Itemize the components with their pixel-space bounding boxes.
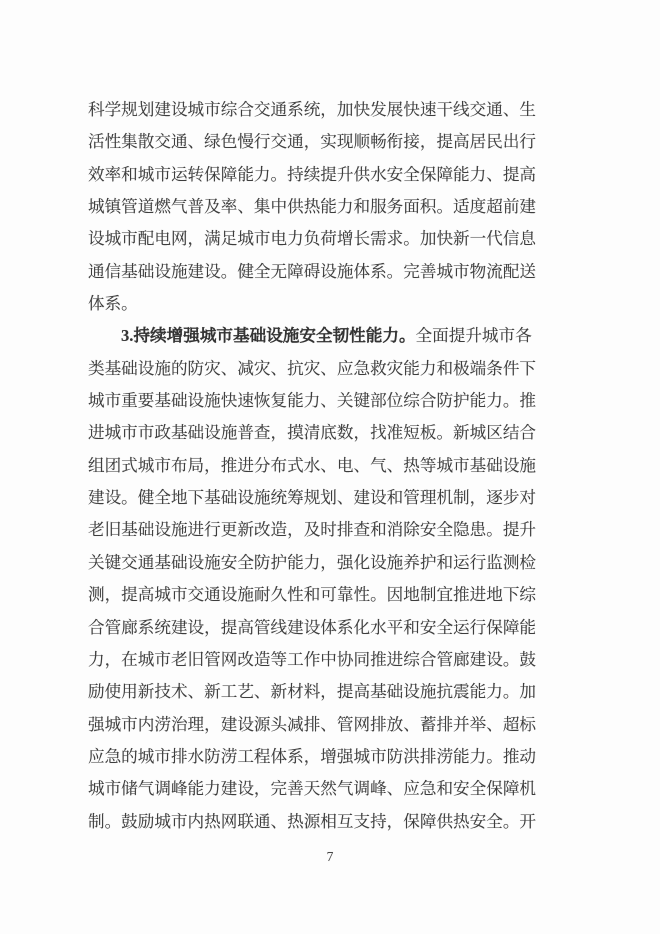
text-line: 城镇管道燃气普及率、集中供热能力和服务面积。适度超前建 xyxy=(88,197,537,217)
text-line: 科学规划建设城市综合交通系统，加快发展快速干线交通、生 xyxy=(88,100,537,119)
text-line: 测，提高城市交通设施耐久性和可靠性。因地制宜推进地下综 xyxy=(88,585,537,605)
text-line: 力，在城市老旧管网改造等工作中协同推进综合管廊建设。鼓 xyxy=(88,649,537,669)
text-line: 励使用新技术、新工艺、新材料，提高基础设施抗震能力。加 xyxy=(88,682,537,702)
body-text xyxy=(88,94,543,838)
text-line: 效率和城市运转保障能力。持续提升供水安全保障能力、提高 xyxy=(88,164,537,184)
text-line-section-start xyxy=(88,320,543,352)
text-line: 组团式城市布局，推进分布式水、电、气、热等城市基础设施 xyxy=(88,455,537,475)
section-heading: 3.持续增强城市基础设施安全韧性能力。 xyxy=(121,326,416,346)
text-line: 关键交通基础设施安全防护能力，强化设施养护和运行监测检 xyxy=(88,552,537,572)
text-line: 体系。 xyxy=(88,294,138,314)
text-line: 合管廊系统建设，提高管线建设体系化水平和安全运行保障能 xyxy=(88,617,537,637)
text-line: 老旧基础设施进行更新改造，及时排查和消除安全隐患。提升 xyxy=(88,520,537,540)
text-line: 城市重要基础设施快速恢复能力、关键部位综合防护能力。推 xyxy=(88,391,537,411)
text-line: 进城市市政基础设施普查，摸清底数，找准短板。新城区结合 xyxy=(88,423,537,443)
text-line: 类基础设施的防灾、减灾、抗灾、应急救灾能力和极端条件下 xyxy=(88,358,537,378)
text-line: 强城市内涝治理，建设源头减排、管网排放、蓄排并举、超标 xyxy=(88,714,537,734)
text-line: 建设。健全地下基础设施统筹规划、建设和管理机制，逐步对 xyxy=(88,488,537,508)
text-line: 制。鼓励城市内热网联通、热源相互支持，保障供热安全。开 xyxy=(88,811,537,831)
text-line: 通信基础设施建设。健全无障碍设施体系。完善城市物流配送 xyxy=(88,261,537,281)
text-line: 城市储气调峰能力建设，完善天然气调峰、应急和安全保障机 xyxy=(88,779,537,799)
text-line: 应急的城市排水防涝工程体系，增强城市防洪排涝能力。推动 xyxy=(88,746,537,766)
page-number: 7 xyxy=(326,849,334,864)
text-run: 全面提升城市各 xyxy=(415,326,532,346)
text-line: 设城市配电网，满足城市电力负荷增长需求。加快新一代信息 xyxy=(88,229,537,249)
text-line: 活性集散交通、绿色慢行交通，实现顺畅衔接，提高居民出行 xyxy=(88,132,537,152)
